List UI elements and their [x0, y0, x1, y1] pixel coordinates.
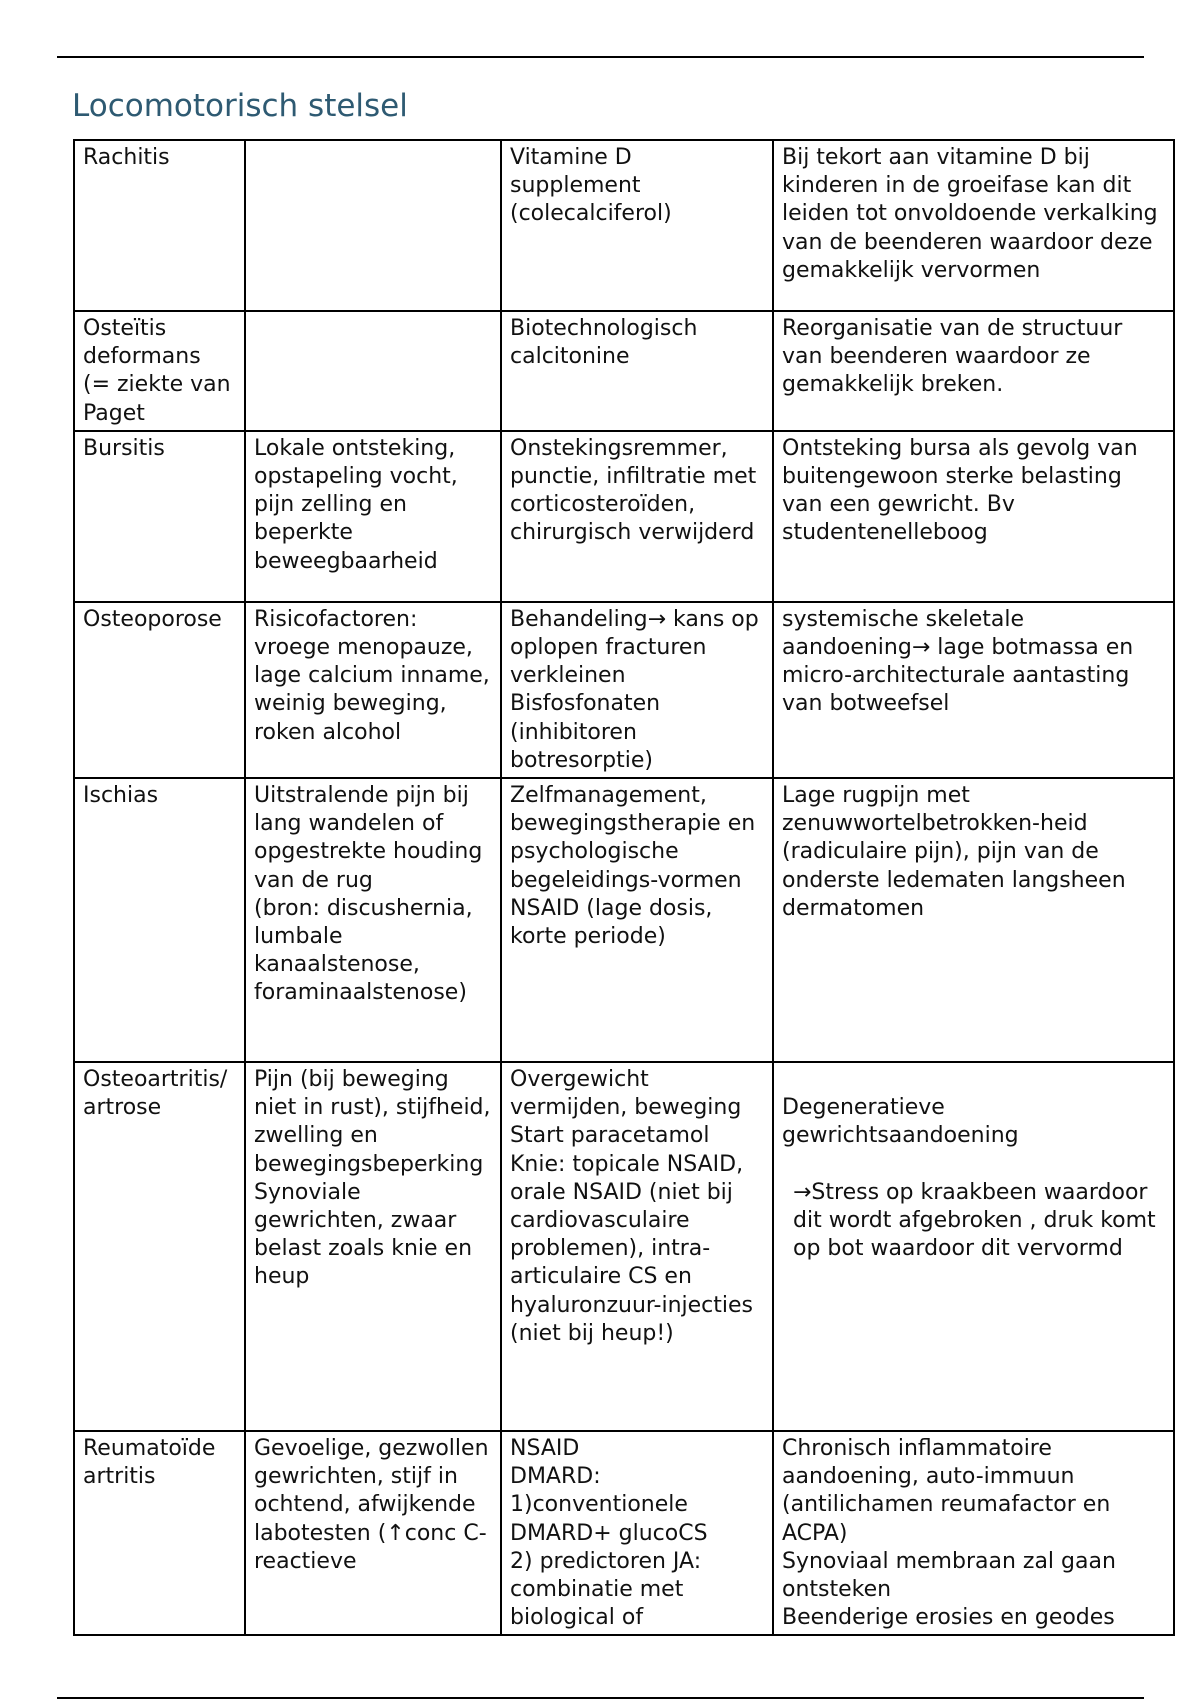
symptoms-cell [245, 1062, 501, 1431]
description-cell [773, 431, 1174, 602]
description-cell [773, 1062, 1174, 1431]
description-cell [773, 140, 1174, 311]
treatment-cell [501, 602, 773, 778]
description-cell [773, 602, 1174, 778]
description-cell [773, 311, 1174, 431]
treatment-cell [501, 311, 773, 431]
treatment-cell [501, 1062, 773, 1431]
treatment-text: Vitamine D supplement (colecalciferol) [510, 145, 672, 227]
condition-cell [74, 1431, 245, 1635]
symptoms-cell [245, 778, 501, 1062]
treatment-cell [501, 431, 773, 602]
condition-name: Osteoporose [83, 606, 222, 632]
condition-cell [74, 1062, 245, 1431]
symptoms-cell [245, 311, 501, 431]
description-text: Bij tekort aan vitamine D bij kinderen in de groeifase kan dit leiden tot onvoldoende verkalking van de beenderen waardoor deze gemakkelijk vervormen [782, 145, 1158, 283]
symptoms-text: Lokale ontsteking, opstapeling vocht, pijn zelling en beperkte beweegbaarheid [254, 435, 458, 574]
treatment-text: Overgewicht vermijden, beweging Start paracetamol Knie: topicale NSAID, orale NSAID (niet bij cardiovasculaire problemen), intra-articulaire CS en hyaluronzuur-injecties (niet bij heup!) [510, 1067, 754, 1346]
description-cell [773, 1431, 1174, 1635]
symptoms-cell [245, 140, 501, 311]
section-title: Locomotorisch stelsel [72, 88, 408, 124]
treatment-cell [501, 140, 773, 311]
table-row [74, 778, 1174, 1062]
treatment-text: Biotechnologisch calcitonine [510, 316, 698, 370]
condition-name: Ischias [83, 783, 159, 809]
description-text: Reorganisatie van de structuur van beenderen waardoor ze gemakkelijk breken. [782, 316, 1123, 398]
condition-table [73, 139, 1175, 1636]
symptoms-cell [245, 1431, 501, 1635]
treatment-text: NSAID DMARD: 1)conventionele DMARD+ glucoCS 2) predictoren JA: combinatie met biological of [510, 1436, 708, 1631]
description-cell [773, 778, 1174, 1062]
condition-cell [74, 431, 245, 602]
treatment-text: Zelfmanagement, bewegingstherapie en psychologische begeleidings-vormen NSAID (lage dosis, korte periode) [510, 783, 756, 950]
table-row [74, 1431, 1174, 1635]
description-detail: →Stress op kraakbeen waardoor dit wordt afgebroken , druk komt op bot waardoor dit vervormd [793, 1179, 1156, 1262]
description-text: Ontsteking bursa als gevolg van buitengewoon sterke belasting van een gewricht. Bv studentenelleboog [782, 435, 1138, 546]
symptoms-cell [245, 431, 501, 602]
description-text: systemische skeletale aandoening→ lage botmassa en micro-architecturale aantasting van botweefsel [782, 606, 1134, 717]
symptoms-text: Gevoelige, gezwollen gewrichten, stijf in ochtend, afwijkende labotesten (↑conc C-reactieve [254, 1436, 489, 1574]
table-row [74, 431, 1174, 602]
treatment-text: Behandeling→ kans op oplopen fracturen verkleinen Bisfosfonaten (inhibitoren botresorptie) [510, 606, 759, 773]
table-row [74, 311, 1174, 431]
symptoms-text: Uitstralende pijn bij lang wandelen of opgestrekte houding van de rug (bron: discushernia, lumbale kanaalstenose, foraminaalstenose) [254, 783, 483, 1006]
table-row [74, 602, 1174, 778]
condition-cell [74, 311, 245, 431]
treatment-cell [501, 778, 773, 1062]
condition-cell [74, 778, 245, 1062]
treatment-cell [501, 1431, 773, 1635]
description-text: Degeneratieve gewrichtsaandoening [782, 1095, 1019, 1149]
table-row [74, 1062, 1174, 1431]
table-row [74, 140, 1174, 311]
condition-cell [74, 140, 245, 311]
description-text: Chronisch inflammatoire aandoening, auto-immuun (antilichamen reumafactor en ACPA) Synoviaal membraan zal gaan ontsteken Beenderige erosies en geodes [782, 1436, 1116, 1631]
symptoms-text: Risicofactoren: vroege menopauze, lage calcium inname, weinig beweging, roken alcohol [254, 606, 490, 745]
header-rule [57, 56, 1144, 58]
condition-name: Rachitis [83, 145, 170, 170]
symptoms-text: Pijn (bij beweging niet in rust), stijfheid, zwelling en bewegingsbeperking Synoviale gewrichten, zwaar belast zoals knie en heup [254, 1067, 491, 1290]
condition-name: Osteoartritis/artrose [83, 1067, 228, 1121]
condition-cell [74, 602, 245, 778]
footer-rule [57, 1697, 1144, 1699]
condition-name: Bursitis [83, 435, 165, 461]
symptoms-cell [245, 602, 501, 778]
condition-name: Reumatoïde artritis [83, 1436, 216, 1490]
condition-name: Osteïtis deformans (= ziekte van Paget [83, 316, 231, 426]
description-text: Lage rugpijn met zenuwwortelbetrokken-heid (radiculaire pijn), pijn van de onderste ledematen langsheen dermatomen [782, 783, 1126, 921]
treatment-text: Onstekingsremmer, punctie, infiltratie met corticosteroïden, chirurgisch verwijderd [510, 435, 757, 546]
